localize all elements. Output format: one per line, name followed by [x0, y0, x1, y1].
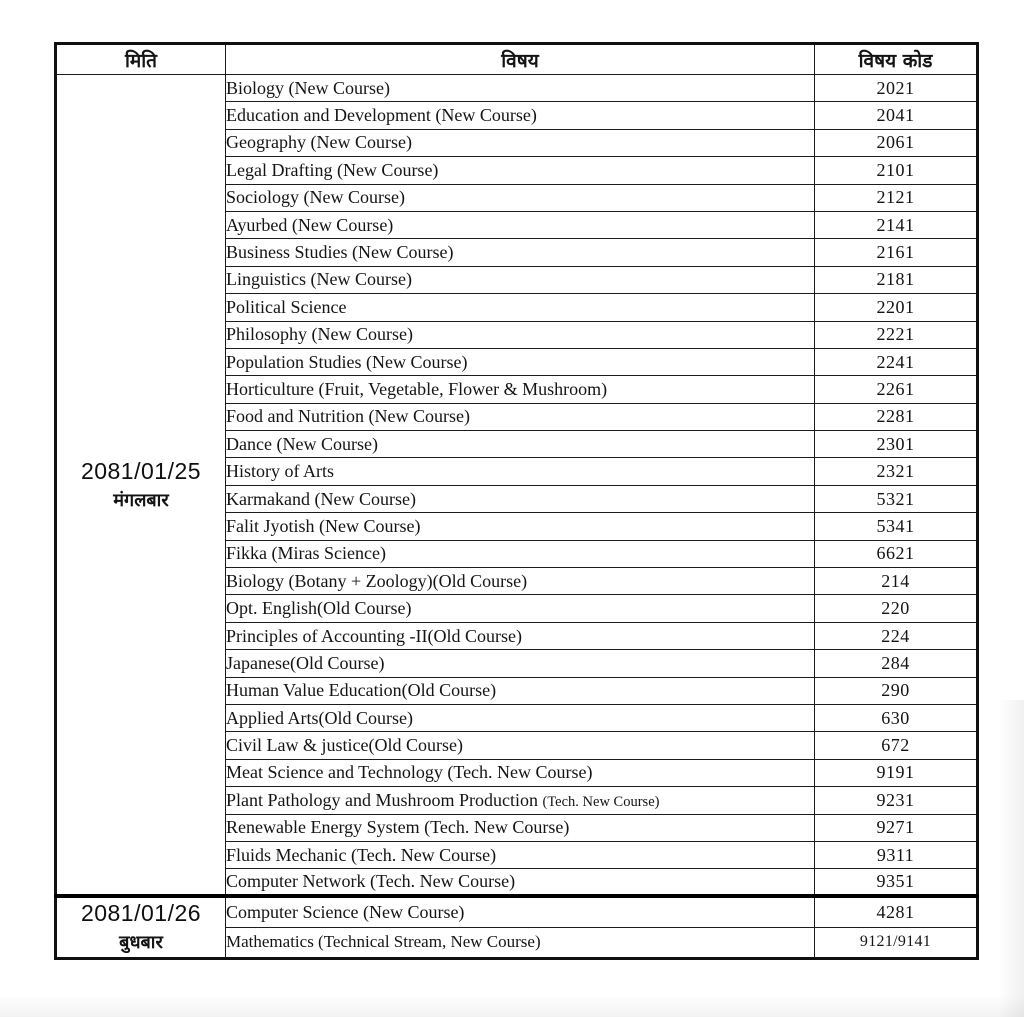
- subject-text: History of Arts: [226, 461, 334, 482]
- code-cell: 220: [815, 595, 978, 622]
- code-cell: 9351: [815, 869, 978, 896]
- subject-cell: [226, 485, 815, 512]
- subject-cell: [226, 348, 815, 375]
- subject-text: Population Studies (New Course): [226, 351, 468, 372]
- code-cell: 2241: [815, 348, 978, 375]
- table-row: [56, 75, 978, 102]
- subject-cell: [226, 403, 815, 430]
- subject-text: Human Value Education(Old Course): [226, 680, 497, 701]
- code-cell: 2261: [815, 376, 978, 403]
- subject-text: Japanese(Old Course): [226, 652, 385, 673]
- code-cell: 9271: [815, 814, 978, 841]
- subject-cell: [226, 102, 815, 129]
- date-cell: [56, 75, 226, 897]
- code-cell: 214: [815, 568, 978, 595]
- subject-text: Geography (New Course): [226, 132, 412, 153]
- code-cell: 2221: [815, 321, 978, 348]
- subject-cell: [226, 622, 815, 649]
- date-value: 2081/01/26: [80, 900, 202, 927]
- table-header: [56, 44, 978, 75]
- code-cell: 5341: [815, 513, 978, 540]
- subject-cell: [226, 814, 815, 841]
- subject-text: Education and Development (New Course): [226, 105, 537, 126]
- code-cell: 9311: [815, 841, 978, 868]
- subject-note: (Tech. New Course): [542, 793, 660, 810]
- code-cell: 2281: [815, 403, 978, 430]
- header-row: [56, 44, 978, 75]
- schedule-sheet: [54, 42, 976, 960]
- code-cell: 2161: [815, 239, 978, 266]
- subject-text: Fluids Mechanic (Tech. New Course): [226, 844, 497, 865]
- date-group-0: [56, 75, 978, 897]
- subject-text: Biology (Botany + Zoology)(Old Course): [226, 570, 528, 591]
- col-header-subject: विषय: [226, 44, 815, 75]
- subject-cell: [226, 75, 815, 102]
- code-cell: 2141: [815, 211, 978, 238]
- subject-text: Renewable Energy System (Tech. New Course): [226, 817, 570, 838]
- code-cell: 2301: [815, 431, 978, 458]
- subject-text: Linguistics (New Course): [226, 269, 412, 290]
- subject-cell: [226, 184, 815, 211]
- table-row: [56, 896, 978, 927]
- subject-cell: [226, 927, 815, 958]
- day-value: बुधबार: [119, 932, 163, 954]
- subject-cell: [226, 704, 815, 731]
- subject-cell: [226, 896, 815, 927]
- subject-text: Political Science: [226, 296, 347, 317]
- code-cell: 284: [815, 650, 978, 677]
- code-cell: 2101: [815, 157, 978, 184]
- code-cell: 224: [815, 622, 978, 649]
- subject-text: Food and Nutrition (New Course): [226, 406, 470, 427]
- subject-text: Computer Network (Tech. New Course): [226, 871, 516, 892]
- code-cell: 630: [815, 704, 978, 731]
- subject-cell: [226, 677, 815, 704]
- subject-cell: [226, 732, 815, 759]
- date-value: 2081/01/25: [80, 457, 202, 484]
- code-cell: 6621: [815, 540, 978, 567]
- exam-schedule-table: [54, 42, 979, 960]
- code-cell: 2021: [815, 75, 978, 102]
- code-cell: 2121: [815, 184, 978, 211]
- subject-text: Principles of Accounting -II(Old Course): [226, 625, 522, 646]
- subject-cell: [226, 458, 815, 485]
- subject-cell: [226, 321, 815, 348]
- subject-cell: [226, 129, 815, 156]
- subject-cell: [226, 595, 815, 622]
- subject-cell: [226, 759, 815, 786]
- subject-cell: [226, 513, 815, 540]
- subject-text: Sociology (New Course): [226, 187, 405, 208]
- subject-text: Ayurbed (New Course): [226, 214, 394, 235]
- subject-text: Fikka (Miras Science): [226, 543, 386, 564]
- subject-cell: [226, 157, 815, 184]
- scan-edge-shadow-right: [998, 700, 1024, 1017]
- code-cell: 9231: [815, 787, 978, 814]
- subject-text: Computer Science (New Course): [226, 901, 465, 922]
- subject-text: Legal Drafting (New Course): [226, 159, 439, 180]
- subject-text: Philosophy (New Course): [226, 324, 413, 345]
- subject-cell: [226, 239, 815, 266]
- subject-cell: [226, 540, 815, 567]
- subject-cell: [226, 431, 815, 458]
- subject-text: Dance (New Course): [226, 433, 378, 454]
- subject-cell: [226, 294, 815, 321]
- date-group-1: [56, 896, 978, 958]
- code-cell: 2041: [815, 102, 978, 129]
- scan-edge-shadow-bottom: [0, 995, 1024, 1017]
- subject-text: Applied Arts(Old Course): [226, 707, 413, 728]
- code-cell: 9121/9141: [815, 927, 978, 958]
- subject-cell: [226, 568, 815, 595]
- subject-cell: [226, 266, 815, 293]
- day-value: मंगलबार: [113, 489, 169, 511]
- subject-text: Karmakand (New Course): [226, 488, 416, 509]
- subject-cell: [226, 841, 815, 868]
- date-cell: [56, 896, 226, 958]
- subject-text: Biology (New Course): [226, 77, 390, 98]
- subject-text: Meat Science and Technology (Tech. New Course): [226, 762, 593, 783]
- subject-text: Opt. English(Old Course): [226, 598, 412, 619]
- code-cell: 9191: [815, 759, 978, 786]
- code-cell: 2061: [815, 129, 978, 156]
- col-header-date: मिति: [56, 44, 226, 75]
- subject-cell: [226, 787, 815, 814]
- subject-cell: [226, 211, 815, 238]
- subject-text: Horticulture (Fruit, Vegetable, Flower & Mushroom): [226, 378, 608, 399]
- subject-cell: [226, 650, 815, 677]
- subject-text: Mathematics (Technical Stream, New Course): [226, 932, 541, 952]
- code-cell: 5321: [815, 485, 978, 512]
- code-cell: 2321: [815, 458, 978, 485]
- subject-text: Business Studies (New Course): [226, 242, 454, 263]
- subject-cell: [226, 869, 815, 896]
- subject-cell: [226, 376, 815, 403]
- col-header-subject-code: विषय कोड: [815, 44, 978, 75]
- code-cell: 2201: [815, 294, 978, 321]
- subject-text: Civil Law & justice(Old Course): [226, 735, 463, 756]
- code-cell: 290: [815, 677, 978, 704]
- code-cell: 672: [815, 732, 978, 759]
- code-cell: 4281: [815, 896, 978, 927]
- subject-text: Falit Jyotish (New Course): [226, 515, 421, 536]
- subject-text: Plant Pathology and Mushroom Production: [226, 789, 538, 810]
- code-cell: 2181: [815, 266, 978, 293]
